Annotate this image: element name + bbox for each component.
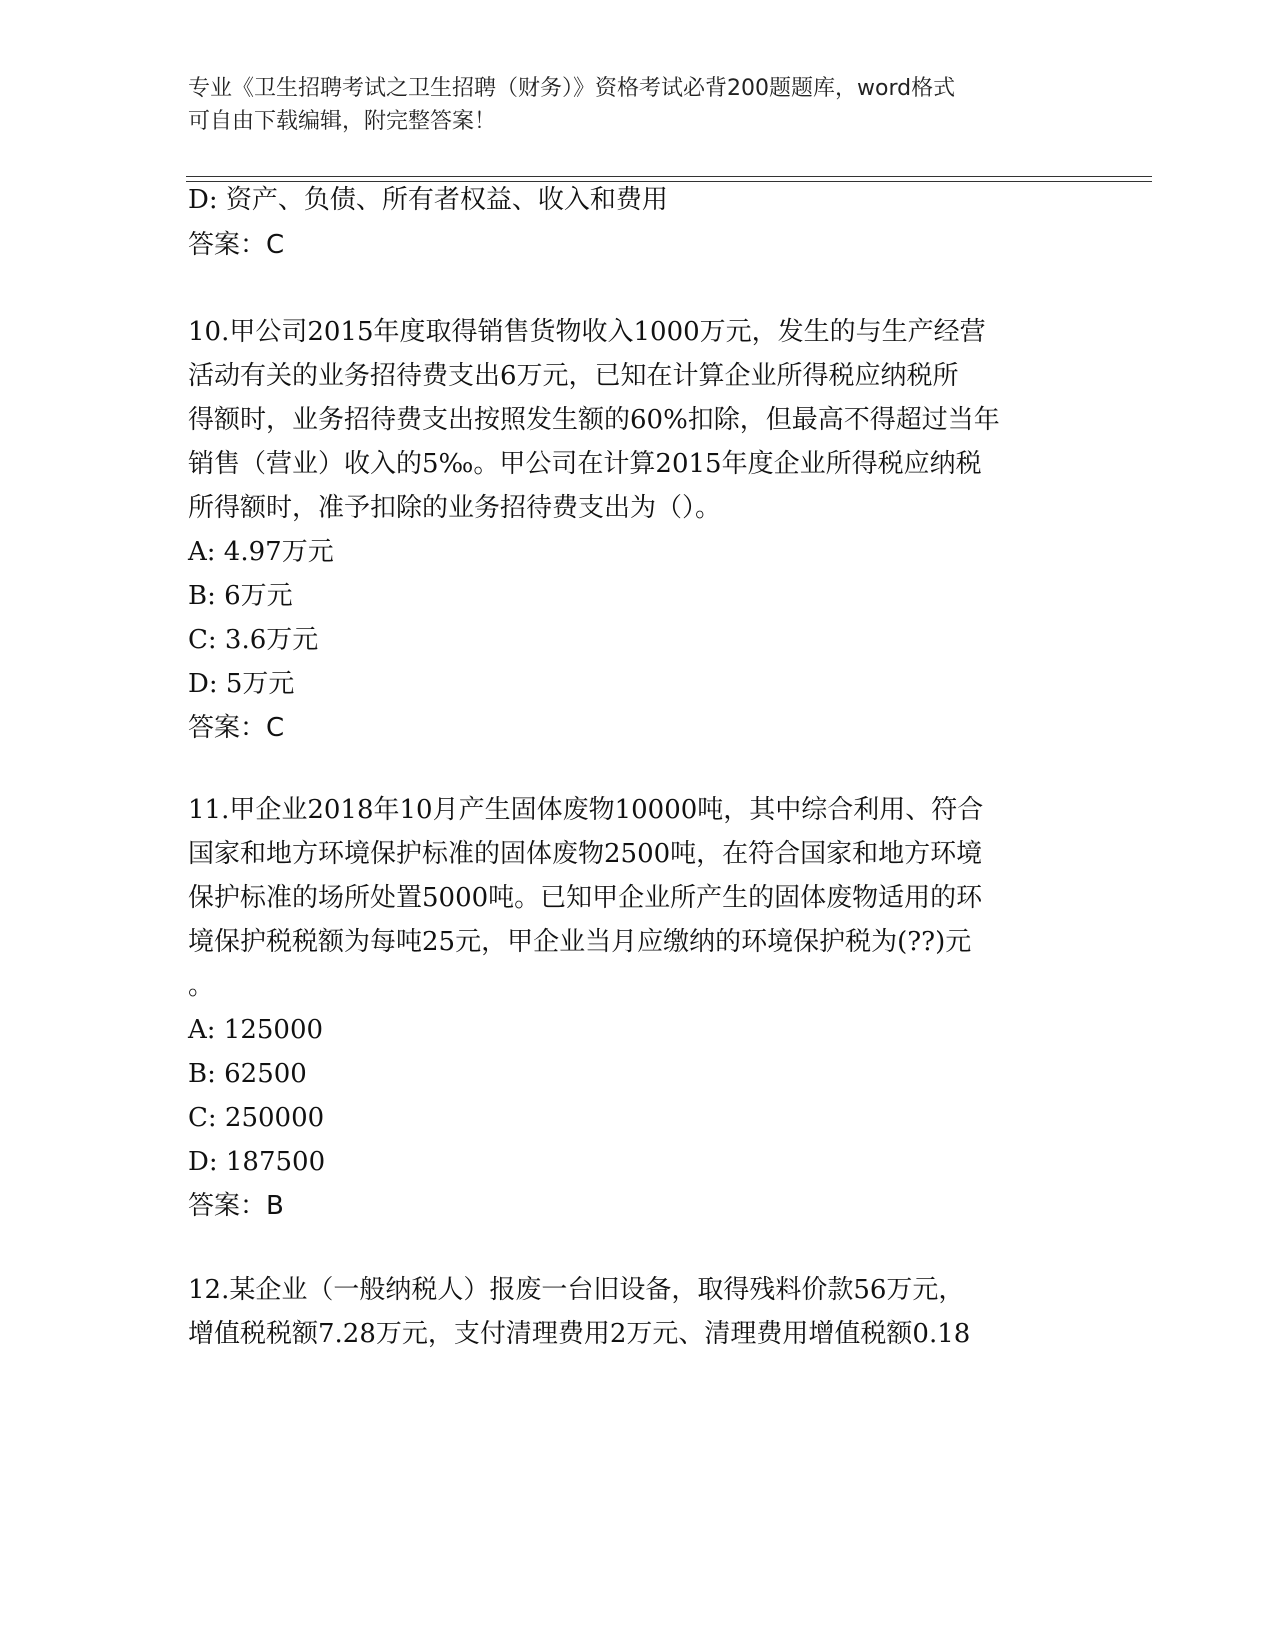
question-text-line: 所得额时，准予扣除的业务招待费支出为（）。 xyxy=(188,493,722,523)
answer-line: 答案：C xyxy=(188,230,285,260)
question-text-line: 国家和地方环境保护标准的固体废物2500吨，在符合国家和地方环境 xyxy=(188,839,983,869)
option-a: A: 125000 xyxy=(188,1015,324,1045)
answer-line: 答案：B xyxy=(188,1191,284,1221)
question-text-line: 境保护税税额为每吨25元，甲企业当月应缴纳的环境保护税为(??)元 xyxy=(188,927,972,957)
option-c: C: 250000 xyxy=(188,1103,325,1133)
header-line-1: 专业《卫生招聘考试之卫生招聘（财务）》资格考试必背200题题库，word格式 xyxy=(188,76,956,101)
question-text-line: 得额时，业务招待费支出按照发生额的60%扣除，但最高不得超过当年 xyxy=(188,405,1000,435)
question-text-line: 保护标准的场所处置5000吨。已知甲企业所产生的固体废物适用的环 xyxy=(188,883,983,913)
option-a: A: 4.97万元 xyxy=(188,537,334,567)
option-b: B: 6万元 xyxy=(188,581,293,611)
option-d: D: 资产、负债、所有者权益、收入和费用 xyxy=(188,185,668,215)
option-d: D: 5万元 xyxy=(188,669,295,699)
question-text-line: 12.某企业（一般纳税人）报废一台旧设备，取得残料价款56万元， xyxy=(188,1275,965,1305)
question-text-line: 增值税税额7.28万元，支付清理费用2万元、清理费用增值税额0.18 xyxy=(188,1319,971,1349)
question-text-line: 10.甲公司2015年度取得销售货物收入1000万元，发生的与生产经营 xyxy=(188,317,986,347)
option-b: B: 62500 xyxy=(188,1059,307,1089)
document-header xyxy=(188,72,1068,138)
answer-line: 答案：C xyxy=(188,713,285,743)
option-c: C: 3.6万元 xyxy=(188,625,319,655)
option-d: D: 187500 xyxy=(188,1147,326,1177)
question-text-line: 。 xyxy=(188,971,215,1001)
question-text-line: 11.甲企业2018年10月产生固体废物10000吨，其中综合利用、符合 xyxy=(188,795,984,825)
header-line-2: 可自由下载编辑，附完整答案！ xyxy=(188,109,497,134)
question-text-line: 活动有关的业务招待费支出6万元，已知在计算企业所得税应纳税所 xyxy=(188,361,959,391)
question-text-line: 销售（营业）收入的5‰。甲公司在计算2015年度企业所得税应纳税 xyxy=(188,449,982,479)
header-divider-top xyxy=(186,176,1152,177)
